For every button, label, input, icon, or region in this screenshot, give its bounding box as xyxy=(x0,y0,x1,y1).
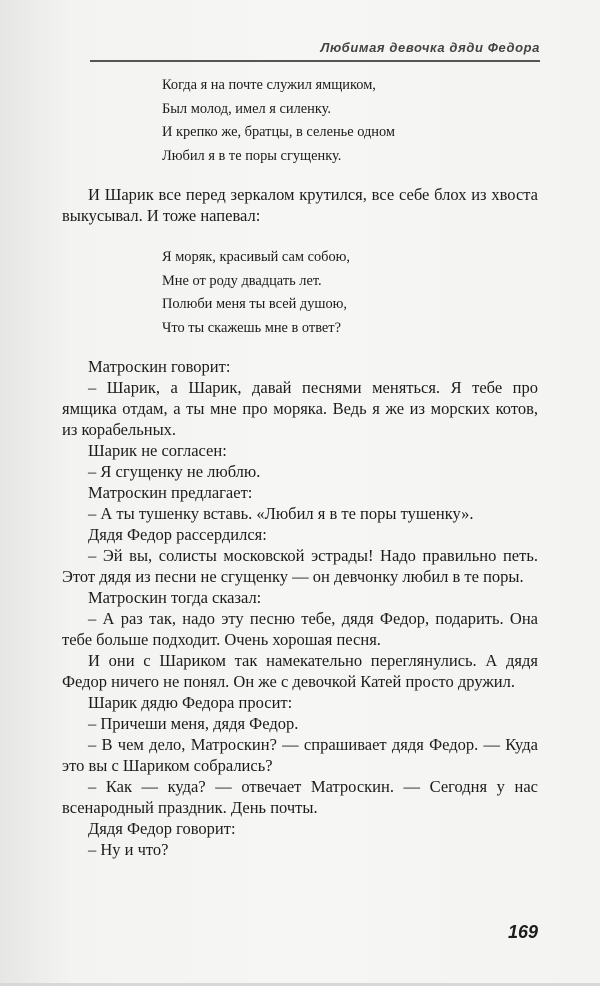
verse-line: Полюби меня ты всей душою, xyxy=(162,296,348,312)
paragraph: – А ты тушенку вставь. «Любил я в те поры тушенку». xyxy=(88,504,474,523)
paragraph: И они с Шариком так намекательно переглянулись. А дядя Федор ничего не понял. Он же с девочкой Катей просто дружил. xyxy=(62,651,538,691)
verse-line: Любил я в те поры сгущенку. xyxy=(162,147,342,164)
paragraph: – Ну и что? xyxy=(88,840,169,859)
paragraph: – Причеши меня, дядя Федор. xyxy=(88,714,299,733)
verse-line: Был молод, имел я силенку. xyxy=(162,100,331,117)
header-rule xyxy=(90,60,540,62)
paragraph: Шарик дядю Федора просит: xyxy=(88,693,293,712)
paragraph: – Как — куда? — отвечает Матроскин. — Сегодня у нас всенародный праздник. День почты. xyxy=(62,777,538,817)
paragraph: – Эй вы, солисты московской эстрады! Надо правильно петь. Этот дядя из песни не сгущенку — он девчонку любил в те поры. xyxy=(62,546,538,586)
verse-line: Мне от роду двадцать лет. xyxy=(162,272,322,289)
paragraph: – В чем дело, Матроскин? — спрашивает дядя Федор. — Куда это вы с Шариком собрались? xyxy=(62,735,538,775)
paragraph: – А раз так, надо эту песню тебе, дядя Федор, подарить. Она тебе больше подходит. Очень хорошая песня. xyxy=(62,609,538,649)
verse-line: Что ты скажешь мне в ответ? xyxy=(162,319,341,336)
paragraph: – Я сгущенку не люблю. xyxy=(88,462,261,481)
intro-block xyxy=(62,184,538,226)
paragraph: Дядя Федор говорит: xyxy=(88,819,236,838)
verse-line: И крепко же, братцы, в селенье одном xyxy=(162,124,396,140)
paragraph: Шарик не согласен: xyxy=(88,441,227,460)
main-text xyxy=(62,356,538,860)
paragraph: Матроскин тогда сказал: xyxy=(88,588,262,607)
paragraph: Матроскин предлагает: xyxy=(88,483,253,502)
verse-ямщик xyxy=(162,74,482,168)
verse-line: Когда я на почте служил ямщиком, xyxy=(162,77,376,93)
paragraph: И Шарик все перед зеркалом крутился, все себе блох из хвоста выкусывал. И тоже напевал: xyxy=(62,185,538,225)
verse-моряк xyxy=(162,246,482,340)
paragraph: Матроскин говорит: xyxy=(88,357,231,376)
paragraph: Дядя Федор рассердился: xyxy=(88,525,267,544)
verse-line: Я моряк, красивый сам собою, xyxy=(162,249,351,265)
running-header: Любимая девочка дяди Федора xyxy=(320,40,540,55)
paragraph: – Шарик, а Шарик, давай песнями меняться. Я тебе про ямщика отдам, а ты мне про моряка. Ведь я же из морских котов, из корабельных. xyxy=(62,378,538,439)
page-number: 169 xyxy=(507,922,538,942)
